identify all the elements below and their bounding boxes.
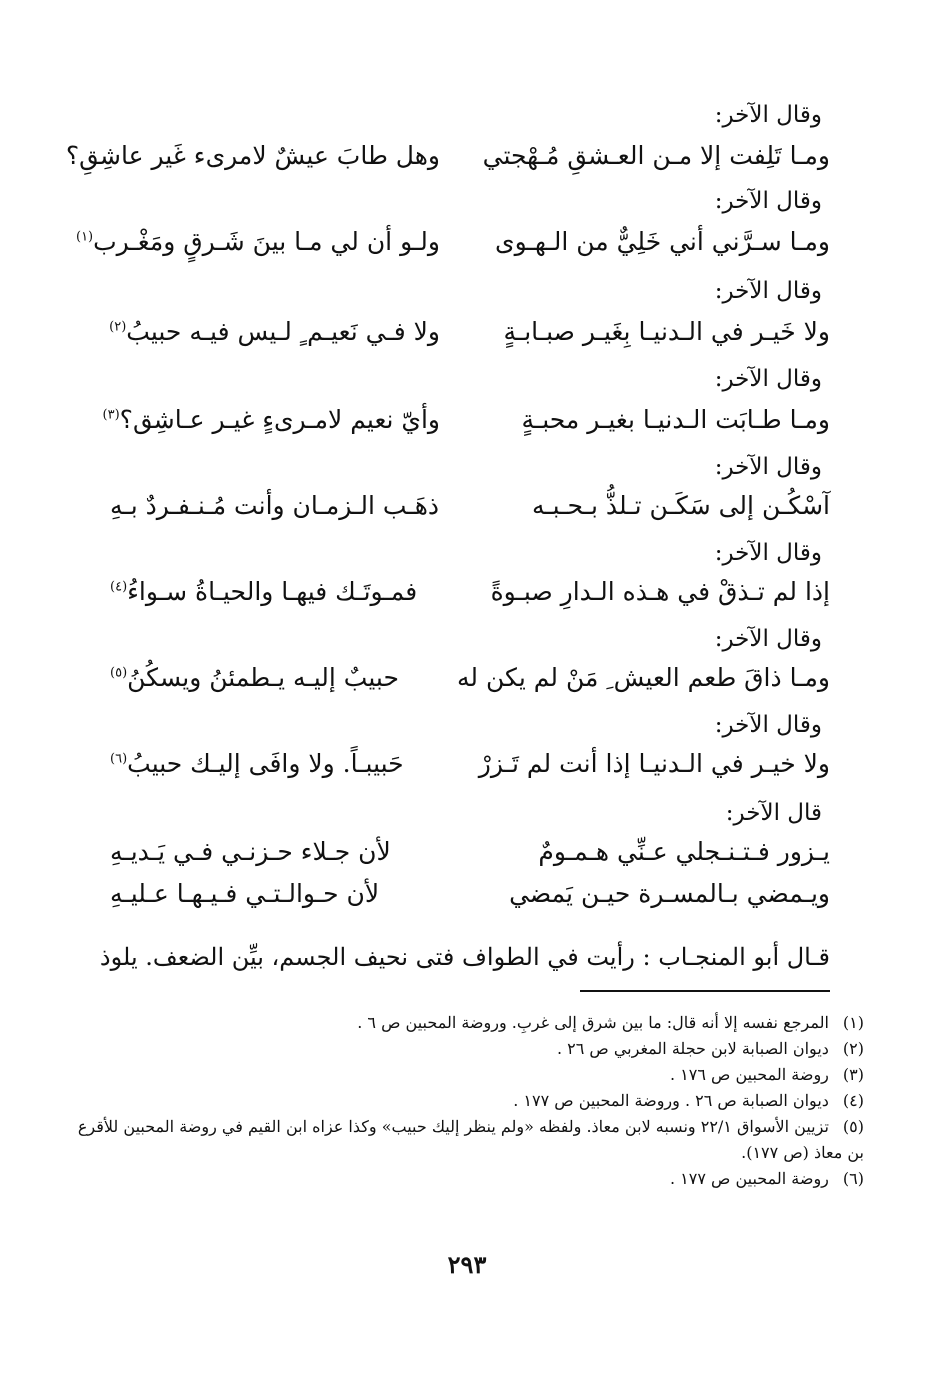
verse-second-hemistich	[110, 832, 440, 872]
hemistich-text: لأن جـلاء حـزنـي فـي يَـديـهِ	[110, 837, 391, 866]
poem-intro: وقال الآخر:	[714, 278, 822, 304]
verse-second-hemistich	[102, 400, 440, 440]
poem-intro: وقال الآخر:	[714, 712, 822, 738]
footnote-number: (٤)	[842, 1091, 864, 1110]
footnote	[74, 1114, 864, 1166]
verse-second-hemistich	[110, 658, 440, 698]
footnote-text: المرجع نفسه إلا أنه قال: ما بين شرق إلى غربِ. وروضة المحبين ص ٦ .	[357, 1013, 829, 1032]
footnote-divider	[580, 990, 830, 992]
footnote-number: (٥)	[842, 1117, 864, 1136]
verse-first-hemistich: ومـا تَلِفت إلا مـن العـشقِ مُـهْجتي	[482, 141, 830, 170]
hemistich-text: ولا فـي نَعيـم ٍ لـيس فيـه حبيبُ	[126, 317, 440, 346]
footnote	[74, 1062, 864, 1088]
verse-first-hemistich: ومـا طـابَت الـدنيـا بغيـر محبـةٍ	[521, 405, 830, 434]
verse-second-hemistich	[110, 312, 440, 352]
verse-first-hemistich: ولا خيـر في الـدنيـا إذا أنت لم تَـزرْ	[478, 749, 830, 778]
footnote-text: روضة المحبين ص ١٧٦ .	[670, 1065, 829, 1084]
poem-intro: وقال الآخر:	[714, 366, 822, 392]
verse-second-hemistich	[110, 486, 440, 526]
footnote-number: (٢)	[842, 1039, 864, 1058]
verse-line	[65, 136, 830, 176]
verse-line	[110, 658, 830, 698]
verse-second-hemistich	[75, 222, 440, 262]
footnote-reference: (٣)	[102, 407, 120, 423]
footnote-text: ديوان الصبابة لابن حجلة المغربي ص ٢٦ .	[556, 1039, 829, 1058]
footnote-text: روضة المحبين ص ١٧٧ .	[670, 1169, 829, 1188]
verse-line	[75, 222, 830, 262]
footnote-number: (٦)	[842, 1169, 864, 1188]
hemistich-text: حَبيبـاً. ولا وافَى إليـك حبيبُ	[127, 749, 404, 778]
verse-second-hemistich	[110, 744, 440, 784]
verse-first-hemistich: يـزور فـتـنـجلي عـنِّي هـمـومٌ	[538, 837, 830, 866]
poem-intro: وقال الآخر:	[714, 102, 822, 128]
verse-first-hemistich: إذا لم تـذقْ في هـذه الـدارِ صبـوةً	[490, 577, 830, 606]
verse-first-hemistich: ويـمضي بـالمسـرة حيـن يَمضي	[509, 879, 830, 908]
footnote-text: تزيين الأسواق ٢٢/١ ونسبه لابن معاذ. ولفظه «ولم ينظر إليك حبيب» وكذا عزاه ابن القيم في روضة المحبين للأقرع بن معاذ (ص ١٧٧).	[77, 1117, 864, 1162]
verse-line	[110, 744, 830, 784]
verse-line	[110, 572, 830, 612]
verse-first-hemistich: آسْكُـن إلى سَكَـن تـلذُّ بـحـبـه	[531, 491, 830, 520]
poem-intro: وقال الآخر:	[714, 540, 822, 566]
verse-line	[102, 400, 830, 440]
footnote	[74, 1166, 864, 1192]
footnotes	[74, 1010, 864, 1192]
hemistich-text: وأيّ نعيم لامـرىءٍ غيـر عـاشِق؟	[119, 405, 440, 434]
verse-second-hemistich	[110, 874, 440, 914]
footnote-reference: (٥)	[110, 665, 128, 681]
verse-line	[110, 832, 830, 872]
page-number: ٢٩٣	[447, 1250, 487, 1279]
hemistich-text: لأن حـوالـتـي فـيـهـا عـليـهِ	[110, 879, 380, 908]
hemistich-text: ولـو أن لي مـا بينَ شَـرقٍ ومَغْـرب	[93, 227, 440, 256]
hemistich-text: وهل طابَ عيشٌ لامرىء غَير عاشِقِ؟	[65, 141, 440, 170]
verse-second-hemistich	[110, 572, 440, 612]
footnote-text: ديوان الصبابة ص ٢٦ . وروضة المحبين ص ١٧٧ .	[513, 1091, 829, 1110]
footnote	[74, 1088, 864, 1114]
poem-intro: وقال الآخر:	[714, 188, 822, 214]
verse-first-hemistich: ومـا ذاقَ طعم العيش ِ مَنْ لم يكن له	[457, 663, 830, 692]
verse-line	[110, 874, 830, 914]
verse-first-hemistich: ومـا سـرَّني أني خَلِيٌّ من الـهـوى	[495, 227, 830, 256]
prose-paragraph: قـال أبو المنجـاب : رأيت في الطواف فتى نحيف الجسم، بيِّن الضعف. يلوذ	[99, 943, 830, 971]
hemistich-text: فمـوتَـك فيهـا والحيـاةُ سـواءُ	[127, 577, 418, 606]
hemistich-text: حبيبٌ إليـه يـطمئنُ ويسكُنُ	[127, 663, 399, 692]
verse-line	[110, 486, 830, 526]
poem-intro: وقال الآخر:	[714, 454, 822, 480]
verse-second-hemistich	[65, 136, 440, 176]
poem-intro: وقال الآخر:	[714, 626, 822, 652]
footnote	[74, 1036, 864, 1062]
footnote-reference: (١)	[75, 229, 94, 245]
poem-intro: قال الآخر:	[725, 800, 822, 826]
footnote	[74, 1010, 864, 1036]
footnote-reference: (٤)	[110, 579, 128, 595]
footnote-number: (٣)	[842, 1065, 864, 1084]
hemistich-text: ذهَـب الـزمـان وأنت مُـنـفـردٌ بـهِ	[110, 491, 440, 520]
footnote-number: (١)	[842, 1013, 864, 1032]
verse-line	[110, 312, 830, 352]
footnote-reference: (٢)	[109, 319, 127, 335]
footnote-reference: (٦)	[110, 751, 128, 767]
verse-first-hemistich: ولا خَيـر في الـدنيـا بِغَيـر صبـابـةٍ	[503, 317, 830, 346]
